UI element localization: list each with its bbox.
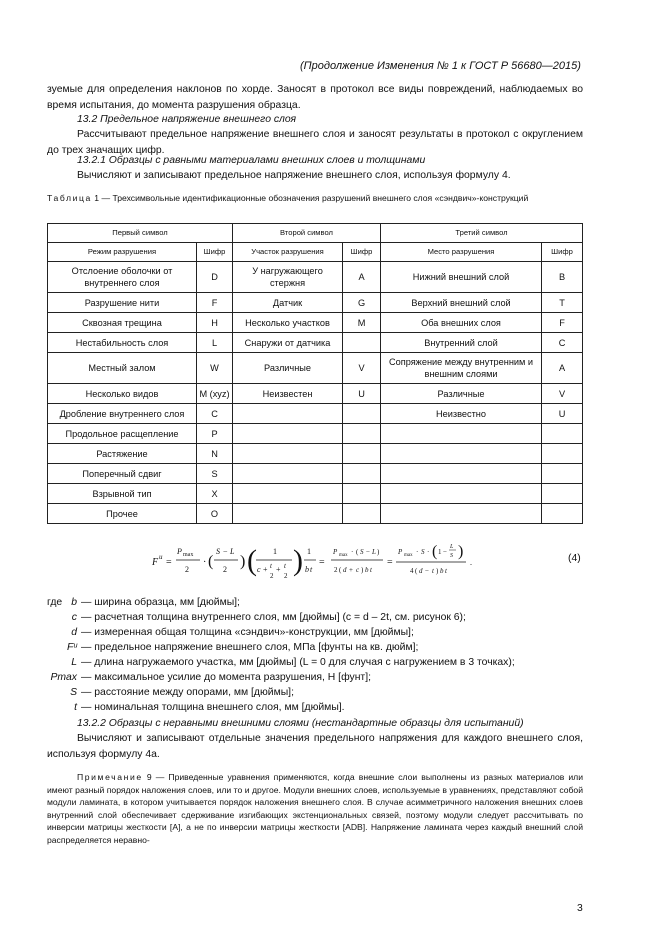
note-word: Примечание (77, 772, 143, 782)
table-caption-text: 1 — Трехсимвольные идентификационные обозначения разрушений внешнего слоя «сэндвич»-конструкций (94, 193, 529, 203)
formula-t: t (310, 565, 313, 574)
formula-lhs-sup: u (159, 553, 163, 561)
formula-plus: + (276, 565, 281, 574)
table-row (48, 444, 583, 464)
section-13-2-1-heading: 13.2.1 Образцы с равными материалами внешних слоев и толщинами (77, 155, 426, 166)
formula-cdot: · (427, 548, 430, 556)
table-caption (47, 192, 583, 205)
table-cell: C (197, 404, 233, 424)
note-text: 9 — Приведенные уравнения применяются, когда внешние слои выполнены из разных материалов или имеют разный порядок наложения слоев, или то и другое. Модули внешних слоев, используемые в уравнениях, представляют собой модули ламината, в котором учитывается порядок наложения внешнего слоя. В случае асимметричного наложения внешних слоев внутренний слой обеспечивает сдерживание изгибающих экстенциональных связей, поэтому модули следует рассчитывать по инверсии матрицы жесткости [A], а не по инверсии матрицы жесткости [ADB]. Напряжение ламината через каждый внешний слой распределяется неравно- (47, 772, 583, 845)
formula-number: (4) (568, 553, 581, 564)
table-cell: Разрушение нити (48, 293, 197, 313)
formula-t: t (370, 566, 372, 574)
formula-cdot: · (416, 548, 419, 556)
variable-symbol: c (71, 612, 77, 623)
table-cell (542, 484, 583, 504)
formula-paren: ( (208, 553, 214, 570)
formula-pmax: P (177, 547, 182, 556)
table-cell: S (197, 464, 233, 484)
sub-header: Место разрушения (381, 243, 542, 262)
table-cell (343, 404, 381, 424)
variable-desc: — расчетная толщина внутреннего слоя, мм [дюймы] (c = d – 2t, см. рисунок 6); (81, 612, 466, 623)
table-cell (233, 404, 343, 424)
table-cell (381, 424, 542, 444)
table-cell: Неизвестно (381, 404, 542, 424)
table-cell: Различные (381, 384, 542, 404)
formula-two: 2 (334, 566, 338, 574)
table-cell (542, 444, 583, 464)
formula-minus: − (443, 548, 447, 556)
formula-t: t (432, 567, 434, 575)
formula-two: 2 (270, 572, 274, 580)
table-cell: Верхний внешний слой (381, 293, 542, 313)
variable-symbol: Fᵘ (66, 642, 77, 653)
table-row (48, 293, 583, 313)
formula-paren: ) (458, 543, 464, 560)
formula-lhs: F (152, 557, 159, 568)
table-cell: Оба внешних слоя (381, 313, 542, 333)
table-caption-word: Таблица (47, 193, 92, 203)
table-cell: M (343, 313, 381, 333)
formula-s: S (450, 553, 453, 559)
table-cell (542, 464, 583, 484)
paragraph-continuation: зуемые для определения наклонов по хорде. Заносят в протокол все виды повреждений, наблюдаемых во время испытания, до момента разрушения образца. (47, 84, 583, 111)
table-cell: Датчик (233, 293, 343, 313)
sub-header: Шифр (343, 243, 381, 262)
formula-s: S (360, 548, 364, 556)
table-cell (343, 333, 381, 353)
table-cell (381, 504, 542, 524)
formula-l: L (372, 548, 376, 556)
formula-one: 1 (307, 547, 311, 556)
formula-pmax: P (333, 548, 338, 556)
table-cell (542, 424, 583, 444)
table-cell: Отслоение оболочки от внутреннего слоя (48, 262, 197, 293)
table-cell: Растяжение (48, 444, 197, 464)
table-cell (233, 444, 343, 464)
formula-two: 2 (284, 572, 288, 580)
table-row (48, 333, 583, 353)
table-cell (343, 484, 381, 504)
table-cell (343, 444, 381, 464)
table-cell: P (197, 424, 233, 444)
variable-desc: — предельное напряжение внешнего слоя, МПа [фунты на кв. дюйм]; (81, 642, 419, 653)
table-cell: H (197, 313, 233, 333)
table-cell: Прочее (48, 504, 197, 524)
formula-t: t (445, 567, 447, 575)
formula-paren: ) (240, 553, 246, 570)
formula-big-paren: ( (247, 544, 257, 577)
table-cell: У нагружающего стержня (233, 262, 343, 293)
table-cell: Снаружи от датчика (233, 333, 343, 353)
formula-plus: + (349, 566, 353, 574)
table-cell (381, 484, 542, 504)
table-cell: N (197, 444, 233, 464)
formula-s: S (421, 548, 425, 556)
formula-minus: − (366, 548, 370, 556)
table-cell: U (542, 404, 583, 424)
sub-header: Шифр (542, 243, 583, 262)
paragraph-13-2-2: Вычисляют и записывают отдельные значения предельного напряжения для каждого внешнего слоя, используя формулу 4а. (47, 733, 583, 760)
table-row (48, 262, 583, 293)
formula-4 (150, 540, 490, 586)
table-row (48, 313, 583, 333)
formula-s: S (216, 547, 220, 556)
table-cell: Сквозная трещина (48, 313, 197, 333)
formula-pmax-sub: max (339, 553, 348, 558)
formula-paren: ) (436, 567, 439, 575)
table-cell: Взрывной тип (48, 484, 197, 504)
formula-d: d (419, 567, 423, 575)
formula-cdot: · (351, 548, 354, 556)
formula-paren: ( (432, 543, 438, 560)
formula-l: L (230, 547, 235, 556)
formula-t: t (284, 562, 286, 570)
table-cell: Нижний внешний слой (381, 262, 542, 293)
formula-paren: ( (415, 567, 418, 575)
table-cell: Сопряжение между внутренним и внешним слоями (381, 353, 542, 384)
table-cell: M (xyz) (197, 384, 233, 404)
formula-big-paren: ) (293, 544, 303, 577)
table-cell: F (542, 313, 583, 333)
table-row (48, 384, 583, 404)
table-cell: O (197, 504, 233, 524)
formula-b: b (365, 566, 369, 574)
table-cell: V (343, 353, 381, 384)
formula-four: 4 (410, 567, 414, 575)
table-cell (381, 464, 542, 484)
group-header-3: Третий символ (381, 224, 583, 243)
sub-header: Шифр (197, 243, 233, 262)
formula-paren: ( (356, 548, 359, 556)
formula-d: d (343, 566, 347, 574)
formula-pmax-sub: max (404, 553, 413, 558)
table-row (48, 464, 583, 484)
table-cell: T (542, 293, 583, 313)
where-lead: где (47, 597, 63, 608)
table-cell: C (542, 333, 583, 353)
section-13-2-heading: 13.2 Предельное напряжение внешнего слоя (77, 114, 297, 125)
table-cell (542, 504, 583, 524)
table-cell: G (343, 293, 381, 313)
table-cell: X (197, 484, 233, 504)
table-cell: V (542, 384, 583, 404)
table-cell (343, 504, 381, 524)
formula-period: . (470, 558, 472, 567)
table-cell: Несколько видов (48, 384, 197, 404)
section-13-2-2-heading: 13.2.2 Образцы с неравными внешними слоями (нестандартные образцы для испытаний) (77, 718, 524, 729)
table-cell: L (197, 333, 233, 353)
formula-paren: ) (377, 548, 380, 556)
table-cell: Дробление внутреннего слоя (48, 404, 197, 424)
table-cell: Поперечный сдвиг (48, 464, 197, 484)
variable-symbol: b (71, 597, 77, 608)
formula-pmax-sub: max (183, 552, 194, 558)
table-cell (343, 424, 381, 444)
sub-header: Режим разрушения (48, 243, 197, 262)
variable-symbol: d (71, 627, 77, 638)
formula-l: L (450, 544, 454, 550)
table-row (48, 424, 583, 444)
formula-c: c (356, 566, 360, 574)
table-cell: Местный залом (48, 353, 197, 384)
variable-symbol: t (74, 702, 77, 713)
table-cell: Продольное расщепление (48, 424, 197, 444)
formula-eq: = (387, 557, 393, 568)
page-number: 3 (577, 903, 583, 914)
table-cell (343, 464, 381, 484)
table-cell: F (197, 293, 233, 313)
paragraph-13-2-1: Вычисляют и записывают предельное напряжение внешнего слоя, используя формулу 4. (77, 170, 511, 181)
variable-symbol: L (71, 657, 77, 668)
table-cell: Нестабильность слоя (48, 333, 197, 353)
formula-one: 1 (438, 548, 442, 556)
table-cell (233, 504, 343, 524)
table-cell: Внутренний слой (381, 333, 542, 353)
formula-pmax: P (398, 548, 403, 556)
note-9 (47, 771, 583, 846)
formula-paren: ( (339, 566, 342, 574)
formula-two: 2 (185, 565, 189, 574)
variable-desc: — длина нагружаемого участка, мм [дюймы] (L = 0 для случая с нагружением в 3 точках); (81, 657, 515, 668)
group-header-2: Второй символ (233, 224, 381, 243)
table-row (48, 484, 583, 504)
formula-cdot: · (203, 557, 207, 568)
formula-c: c (257, 565, 261, 574)
formula-paren: ) (361, 566, 364, 574)
variable-desc: — измеренная общая толщина «сэндвич»-конструкции, мм [дюймы]; (81, 627, 414, 638)
table-cell: W (197, 353, 233, 384)
formula-b: b (305, 565, 309, 574)
table-cell: Неизвестен (233, 384, 343, 404)
table-cell: Различные (233, 353, 343, 384)
table-cell: A (343, 262, 381, 293)
variable-symbol: Pmax (50, 672, 77, 683)
formula-two: 2 (223, 565, 227, 574)
table-row (48, 504, 583, 524)
variable-desc: — ширина образца, мм [дюймы]; (81, 597, 240, 608)
variable-desc: — номинальная толщина внешнего слоя, мм [дюймы]. (81, 702, 345, 713)
formula-b: b (440, 567, 444, 575)
variable-symbol: S (70, 687, 77, 698)
formula-eq: = (319, 557, 325, 568)
table-cell (233, 464, 343, 484)
formula-one: 1 (273, 547, 277, 556)
table-cell: A (542, 353, 583, 384)
formula-eq: = (166, 557, 172, 568)
variable-desc: — максимальное усилие до момента разрушения, Н [фунт]; (81, 672, 371, 683)
table-cell: Несколько участков (233, 313, 343, 333)
table-row (48, 404, 583, 424)
table-cell: D (197, 262, 233, 293)
paragraph-13-2: Рассчитывают предельное напряжение внешнего слоя и заносят результаты в протокол с округлением до трех значащих цифр. (47, 129, 583, 156)
failure-codes-table (47, 223, 583, 524)
formula-t: t (270, 562, 272, 570)
formula-minus: − (223, 547, 228, 556)
formula-minus: − (425, 567, 429, 575)
table-cell (381, 444, 542, 464)
variable-desc: — расстояние между опорами, мм [дюймы]; (81, 687, 294, 698)
sub-header: Участок разрушения (233, 243, 343, 262)
table-cell: B (542, 262, 583, 293)
table-cell: U (343, 384, 381, 404)
table-row (48, 353, 583, 384)
table-cell (233, 484, 343, 504)
group-header-1: Первый символ (48, 224, 233, 243)
page-header: (Продолжение Изменения № 1 к ГОСТ Р 56680—2015) (300, 60, 581, 72)
table-cell (233, 424, 343, 444)
formula-plus: + (263, 565, 268, 574)
